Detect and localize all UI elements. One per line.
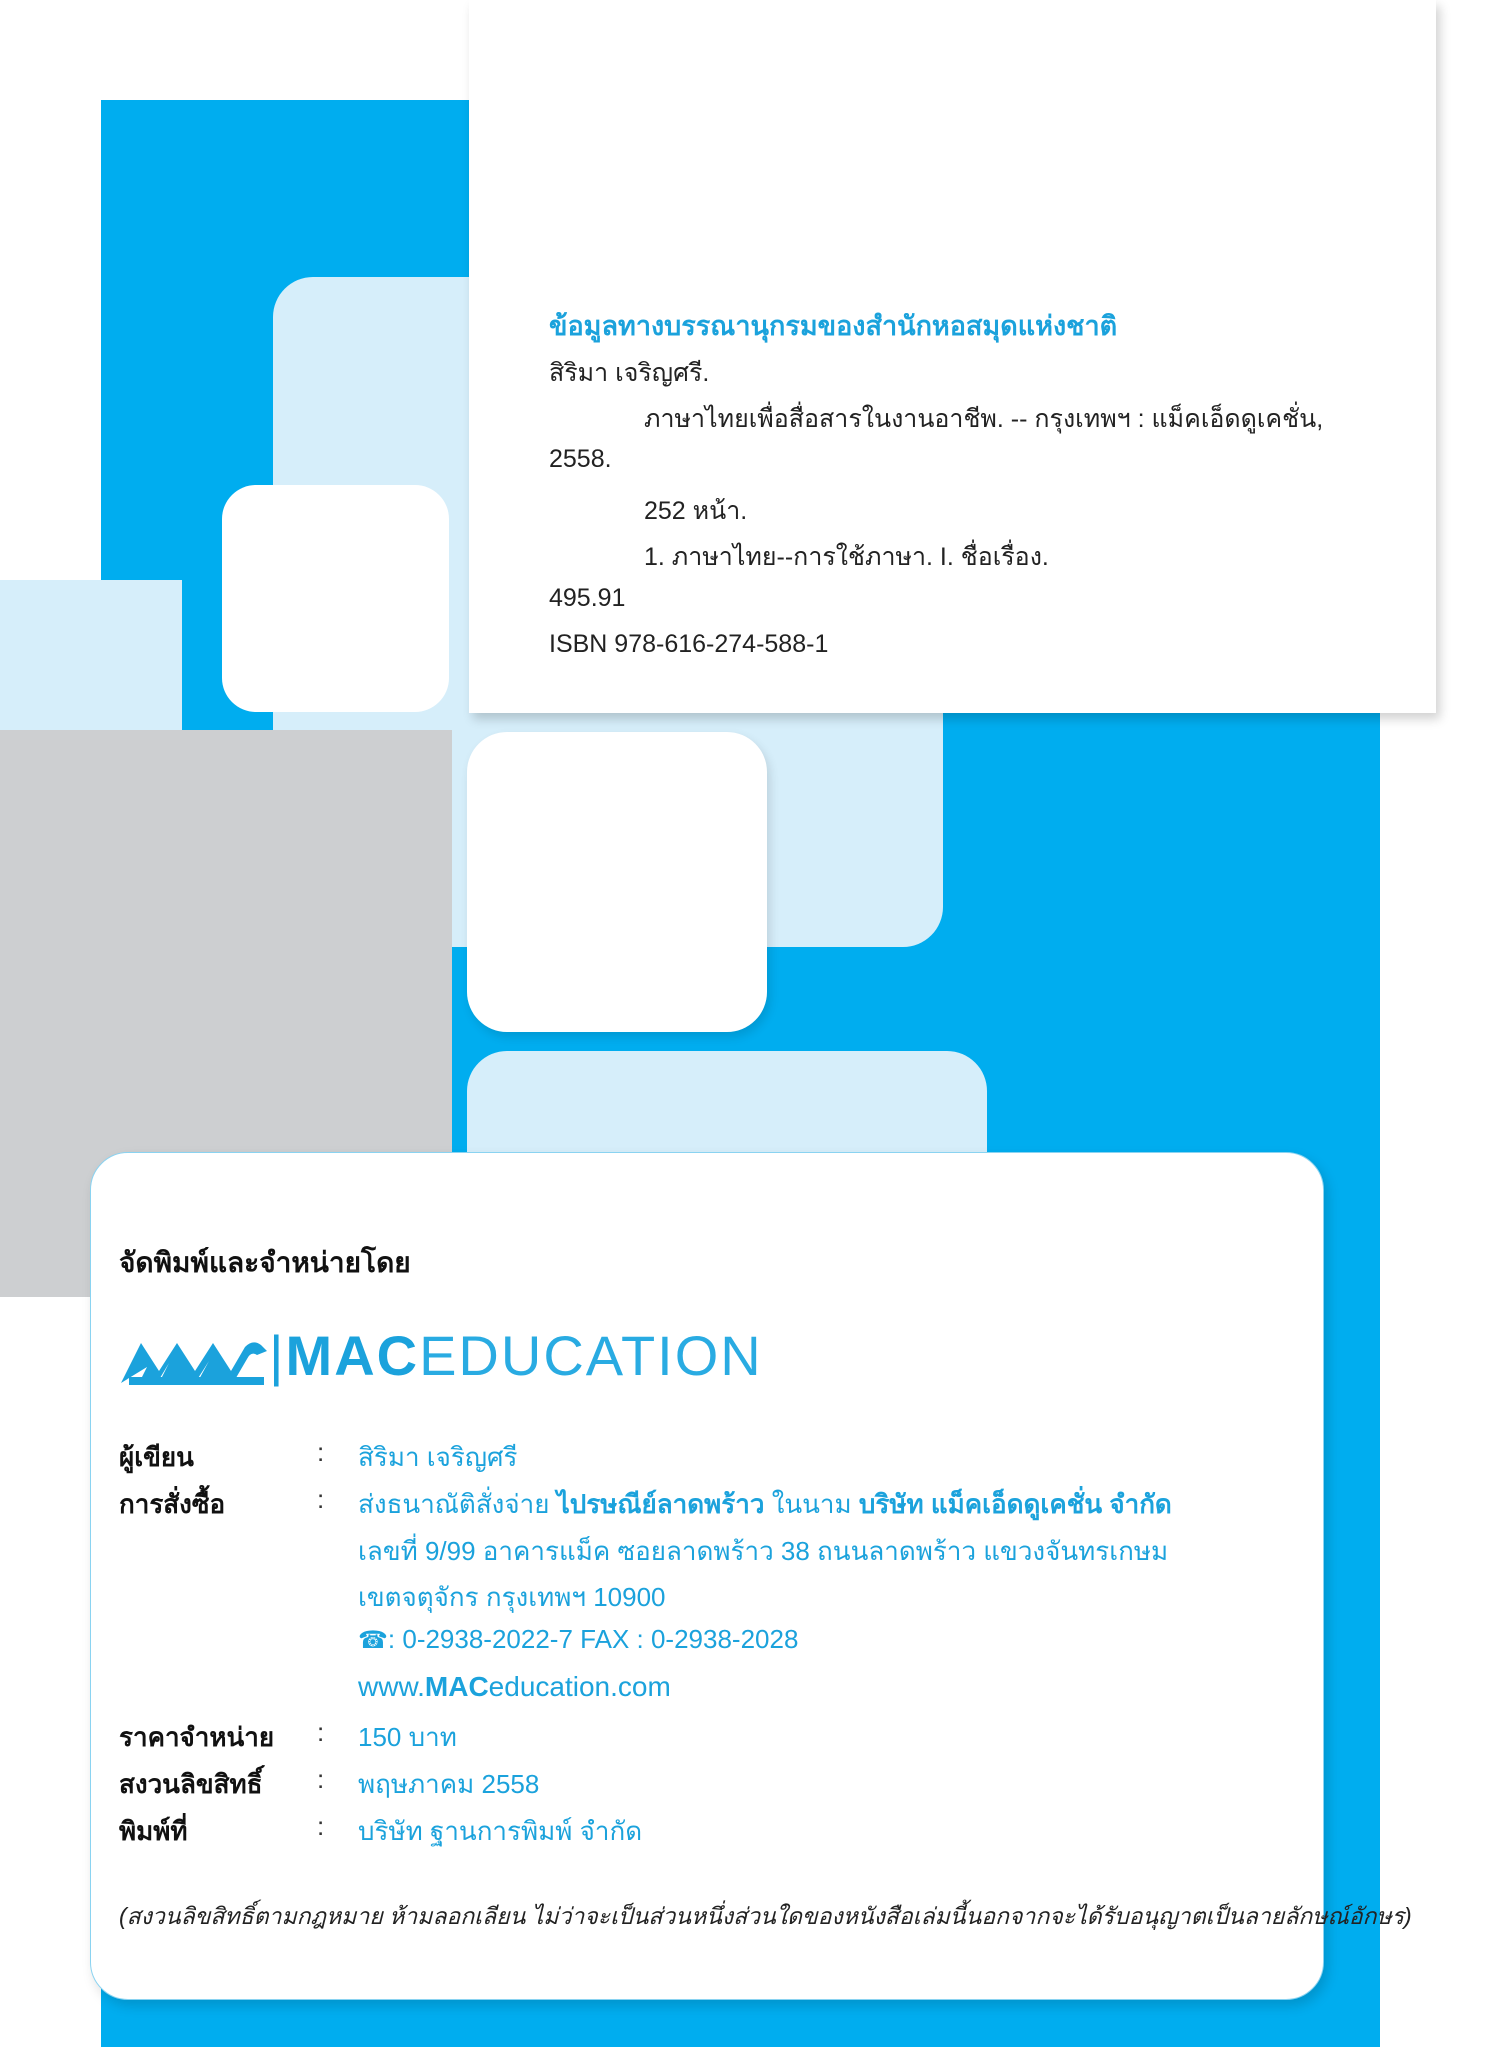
price-colon: : bbox=[317, 1717, 325, 1747]
phone-text: : 0-2938-2022-7 FAX : 0-2938-2028 bbox=[387, 1624, 799, 1654]
web-bold: MAC bbox=[424, 1671, 489, 1702]
printer-colon: : bbox=[317, 1811, 325, 1841]
rights-label: สงวนลิขสิทธิ์ bbox=[119, 1769, 263, 1799]
order-post-office: ไปรษณีย์ลาดพร้าว bbox=[556, 1489, 765, 1519]
mac-logo-icon bbox=[119, 1331, 269, 1391]
order-company: บริษัท แม็คเอ็ดดูเคชั่น จำกัด bbox=[858, 1489, 1172, 1519]
decor-white-square-center bbox=[467, 732, 767, 1032]
catalog-isbn: ISBN 978-616-274-588-1 bbox=[549, 630, 829, 658]
price-label: ราคาจำหน่าย bbox=[119, 1722, 275, 1752]
printer-label: พิมพ์ที่ bbox=[119, 1816, 188, 1846]
logo-mac-bold: MAC bbox=[285, 1324, 420, 1387]
author-value: สิริมา เจริญศรี bbox=[358, 1442, 518, 1472]
catalog-author: สิริมา เจริญศรี. bbox=[549, 359, 710, 387]
mac-education-wordmark: |MACEDUCATION bbox=[269, 1324, 763, 1387]
author-label: ผู้เขียน bbox=[119, 1442, 194, 1472]
website-link[interactable] bbox=[358, 1671, 671, 1703]
copyright-disclaimer: (สงวนลิขสิทธิ์ตามกฎหมาย ห้ามลอกเลียน ไม่ว่าจะเป็นส่วนหนึ่งส่วนใดของหนังสือเล่มนี้นอกจากจะได้รับอนุญาตเป็นลายลักษณ์อักษร) bbox=[119, 1903, 1412, 1929]
price-value: 150 บาท bbox=[358, 1722, 457, 1752]
rights-colon: : bbox=[317, 1764, 325, 1794]
phone-line bbox=[358, 1624, 798, 1655]
web-suffix: education.com bbox=[488, 1671, 671, 1702]
order-value bbox=[358, 1484, 1172, 1525]
web-prefix: www. bbox=[358, 1671, 425, 1702]
telephone-icon: ☎ bbox=[358, 1627, 388, 1654]
order-colon: : bbox=[317, 1484, 325, 1514]
address-line-1: เลขที่ 9/99 อาคารแม็ค ซอยลาดพร้าว 38 ถนนลาดพร้าว แขวงจันทรเกษม bbox=[358, 1536, 1169, 1566]
address-line-2: เขตจตุจักร กรุงเทพฯ 10900 bbox=[358, 1582, 666, 1612]
catalog-pages: 252 หน้า. bbox=[644, 497, 748, 525]
order-prefix: ส่งธนาณัติสั่งจ่าย bbox=[358, 1489, 550, 1519]
catalog-subject: 1. ภาษาไทย--การใช้ภาษา. I. ชื่อเรื่อง. bbox=[644, 543, 1049, 571]
printer-value: บริษัท ฐานการพิมพ์ จำกัด bbox=[358, 1816, 643, 1846]
catalog-class-number: 495.91 bbox=[549, 584, 626, 612]
order-label: การสั่งซื้อ bbox=[119, 1489, 226, 1519]
rights-value: พฤษภาคม 2558 bbox=[358, 1769, 540, 1799]
catalog-year: 2558. bbox=[549, 445, 612, 473]
order-in-name: ในนาม bbox=[771, 1489, 852, 1519]
publisher-card bbox=[90, 1152, 1412, 2000]
publisher-heading: จัดพิมพ์และจำหน่ายโดย bbox=[119, 1247, 411, 1278]
decor-light-block-left bbox=[0, 580, 182, 730]
catalog-heading: ข้อมูลทางบรรณานุกรมของสำนักหอสมุดแห่งชาติ bbox=[549, 311, 1118, 341]
decor-white-square-small bbox=[222, 485, 449, 712]
logo-education-thin: EDUCATION bbox=[419, 1324, 763, 1387]
catalog-title-line: ภาษาไทยเพื่อสื่อสารในงานอาชีพ. -- กรุงเทพฯ : แม็คเอ็ดดูเคชั่น, bbox=[644, 405, 1324, 433]
author-colon: : bbox=[317, 1437, 325, 1467]
catalog-card bbox=[469, 0, 1436, 713]
